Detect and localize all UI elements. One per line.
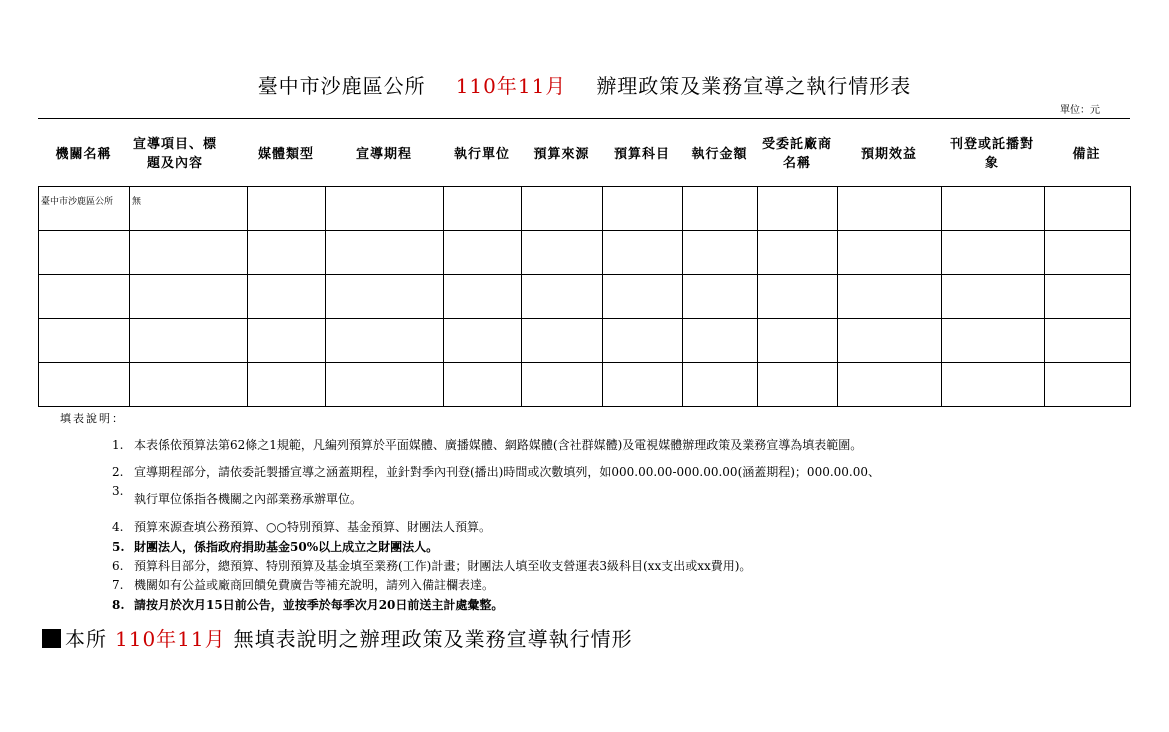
table-cell bbox=[838, 187, 942, 231]
table-cell bbox=[1045, 231, 1131, 275]
table-cell bbox=[248, 187, 326, 231]
table-cell bbox=[758, 187, 838, 231]
table-cell bbox=[522, 363, 603, 407]
table-cell bbox=[942, 187, 1045, 231]
table-cell bbox=[326, 187, 444, 231]
table-row bbox=[39, 275, 1131, 319]
table-cell bbox=[522, 319, 603, 363]
header-remarks: 備註 bbox=[1072, 146, 1101, 162]
table-cell bbox=[758, 319, 838, 363]
notes-title: 填表說明： bbox=[60, 412, 125, 425]
table-cell bbox=[522, 275, 603, 319]
header-budget-item: 預算科目 bbox=[613, 146, 670, 162]
table-cell bbox=[248, 363, 326, 407]
title-subject: 辦理政策及業務宣導之執行情形表 bbox=[596, 74, 912, 98]
header-amount: 執行金額 bbox=[691, 146, 748, 162]
note-5: 5. 財團法人，係指政府捐助基金50%以上成立之財團法人。 bbox=[112, 540, 439, 554]
table-cell bbox=[326, 231, 444, 275]
table-cell bbox=[326, 319, 444, 363]
table-cell bbox=[248, 231, 326, 275]
table-row bbox=[39, 231, 1131, 275]
table-row bbox=[39, 363, 1131, 407]
note-2: 2. 宣導期程部分，請依委託製播宣導之涵蓋期程，並針對季內刊登(播出)時間或次數填列，如000.00.00-000.00.00(涵蓋期程)；000.00.00、 bbox=[112, 465, 881, 479]
title-office: 臺中市沙鹿區公所 bbox=[257, 74, 426, 98]
table-cell bbox=[39, 231, 130, 275]
table-cell bbox=[39, 319, 130, 363]
footer-prefix: 本所 bbox=[65, 627, 107, 651]
header-target: 刊登或託播對象 bbox=[949, 137, 1034, 171]
table-cell bbox=[522, 231, 603, 275]
note-1: 1. 本表係依預算法第62條之1規範，凡編列預算於平面媒體、廣播媒體、網路媒體(含社群媒體)及電視媒體辦理政策及業務宣導為填表範圍。 bbox=[112, 438, 863, 452]
table-cell bbox=[326, 363, 444, 407]
note-3: 3. bbox=[112, 484, 124, 498]
table-cell bbox=[758, 231, 838, 275]
header-exec-unit: 執行單位 bbox=[453, 146, 510, 162]
table-cell bbox=[1045, 275, 1131, 319]
table-cell bbox=[838, 319, 942, 363]
table-cell bbox=[838, 363, 942, 407]
table-cell bbox=[683, 231, 758, 275]
table-cell bbox=[444, 187, 522, 231]
table-cell bbox=[130, 363, 248, 407]
table-cell bbox=[1045, 319, 1131, 363]
execution-table bbox=[38, 186, 1131, 407]
table-cell bbox=[444, 275, 522, 319]
header-item: 宣導項目、標題及內容 bbox=[133, 137, 218, 171]
unit-label: 單位：元 bbox=[1060, 105, 1100, 116]
header-agency: 機關名稱 bbox=[55, 146, 112, 162]
header-budget-src: 預算來源 bbox=[533, 146, 590, 162]
table-cell bbox=[130, 231, 248, 275]
table-cell bbox=[683, 363, 758, 407]
table-cell bbox=[39, 275, 130, 319]
table-cell bbox=[248, 275, 326, 319]
note-8: 8. 請按月於次月15日前公告，並按季於每季次月20日前送主計處彙整。 bbox=[112, 598, 504, 612]
title-period: 110年11月 bbox=[455, 74, 567, 98]
table-cell bbox=[942, 319, 1045, 363]
table-cell bbox=[522, 187, 603, 231]
header-media-type: 媒體類型 bbox=[257, 146, 314, 162]
table-cell bbox=[603, 363, 683, 407]
header-benefit: 預期效益 bbox=[860, 146, 917, 162]
table-cell bbox=[758, 275, 838, 319]
table-cell bbox=[444, 363, 522, 407]
table-cell bbox=[942, 363, 1045, 407]
header-vendor: 受委託廠商名稱 bbox=[762, 137, 833, 171]
table-cell bbox=[603, 231, 683, 275]
table-cell bbox=[838, 231, 942, 275]
table-cell bbox=[1045, 363, 1131, 407]
table-cell: 臺中市沙鹿區公所 bbox=[39, 187, 130, 231]
note-3-text: 執行單位係指各機關之內部業務承辦單位。 bbox=[134, 492, 363, 506]
table-cell bbox=[39, 363, 130, 407]
note-7: 7. 機關如有公益或廠商回饋免費廣告等補充說明，請列入備註欄表達。 bbox=[112, 578, 495, 592]
table-cell bbox=[1045, 187, 1131, 231]
table-cell bbox=[838, 275, 942, 319]
table-cell bbox=[248, 319, 326, 363]
table-cell bbox=[444, 319, 522, 363]
note-4: 4. 預算來源查填公務預算、○○特別預算、基金預算、財團法人預算。 bbox=[112, 520, 491, 534]
table-cell bbox=[603, 275, 683, 319]
footer-text: 無填表說明之辦理政策及業務宣導執行情形 bbox=[233, 627, 633, 651]
note-6: 6. 預算科目部分，總預算、特別預算及基金填至業務(工作)計畫；財團法人填至收支營運表3級科目(xx支出或xx費用)。 bbox=[112, 559, 752, 573]
table-cell bbox=[683, 319, 758, 363]
table-cell bbox=[603, 319, 683, 363]
table-cell bbox=[603, 187, 683, 231]
header-schedule: 宣導期程 bbox=[355, 146, 412, 162]
table-cell bbox=[130, 275, 248, 319]
table-cell bbox=[326, 275, 444, 319]
table-cell: 無 bbox=[130, 187, 248, 231]
table-cell bbox=[942, 231, 1045, 275]
footer-statement bbox=[42, 623, 633, 652]
page-title bbox=[0, 70, 1169, 99]
table-cell bbox=[942, 275, 1045, 319]
header-divider bbox=[38, 118, 1130, 119]
table-cell bbox=[444, 231, 522, 275]
table-cell bbox=[683, 187, 758, 231]
footer-period: 110年11月 bbox=[115, 627, 226, 651]
checkbox-checked-icon bbox=[42, 629, 61, 648]
table-row bbox=[39, 187, 1131, 231]
table-row bbox=[39, 319, 1131, 363]
table-cell bbox=[130, 319, 248, 363]
table-cell bbox=[683, 275, 758, 319]
table-cell bbox=[758, 363, 838, 407]
